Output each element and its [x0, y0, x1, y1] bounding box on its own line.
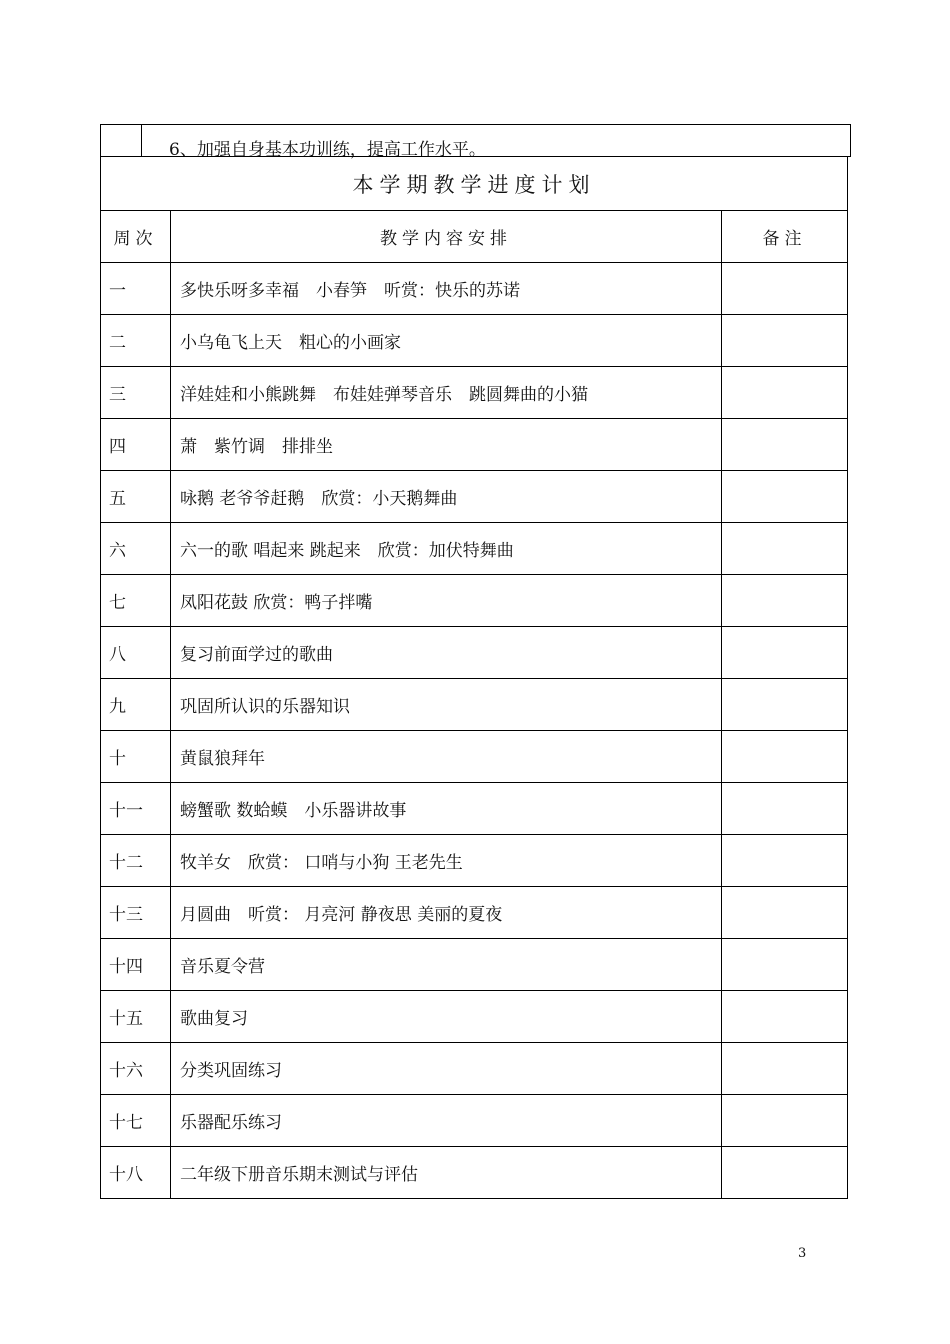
note-cell — [722, 419, 848, 471]
week-cell: 五 — [101, 471, 171, 523]
table-row — [101, 471, 848, 523]
content-cell: 歌曲复习 — [171, 991, 722, 1043]
table-row — [101, 263, 848, 315]
content-cell: 六一的歌 唱起来 跳起来 欣赏：加伏特舞曲 — [171, 523, 722, 575]
content-cell: 乐器配乐练习 — [171, 1095, 722, 1147]
week-cell: 八 — [101, 627, 171, 679]
week-cell: 十七 — [101, 1095, 171, 1147]
row-label-cell — [101, 125, 142, 156]
table-row — [101, 367, 848, 419]
content-cell: 月圆曲 听赏： 月亮河 静夜思 美丽的夏夜 — [171, 887, 722, 939]
note-cell — [722, 627, 848, 679]
note-cell — [722, 783, 848, 835]
note-cell — [722, 835, 848, 887]
table-row — [101, 679, 848, 731]
content-cell: 凤阳花鼓 欣赏：鸭子拌嘴 — [171, 575, 722, 627]
note-cell — [722, 263, 848, 315]
week-cell: 十四 — [101, 939, 171, 991]
week-cell: 十六 — [101, 1043, 171, 1095]
header-row — [101, 211, 848, 263]
note-cell — [722, 575, 848, 627]
note-cell — [722, 367, 848, 419]
table-row — [101, 1147, 848, 1199]
note-cell — [722, 1043, 848, 1095]
note-cell — [722, 315, 848, 367]
week-cell: 十五 — [101, 991, 171, 1043]
content-cell: 多快乐呀多幸福 小春笋 听赏：快乐的苏诺 — [171, 263, 722, 315]
content-cell: 咏鹅 老爷爷赶鹅 欣赏：小天鹅舞曲 — [171, 471, 722, 523]
note-cell — [722, 991, 848, 1043]
table-row — [101, 783, 848, 835]
note-cell — [722, 887, 848, 939]
content-cell: 分类巩固练习 — [171, 1043, 722, 1095]
table-row — [101, 835, 848, 887]
content-cell: 二年级下册音乐期末测试与评估 — [171, 1147, 722, 1199]
schedule-table — [100, 156, 848, 1199]
header-content: 教学内容安排 — [171, 211, 722, 263]
schedule-title-row — [101, 157, 848, 211]
note-cell — [722, 1095, 848, 1147]
week-cell: 十八 — [101, 1147, 171, 1199]
table-row — [101, 1095, 848, 1147]
schedule-title: 本学期教学进度计划 — [101, 157, 848, 211]
table-row — [101, 523, 848, 575]
table-row — [101, 939, 848, 991]
note-cell — [722, 1147, 848, 1199]
content-cell: 牧羊女 欣赏： 口哨与小狗 王老先生 — [171, 835, 722, 887]
note-cell — [722, 731, 848, 783]
week-cell: 十三 — [101, 887, 171, 939]
header-week: 周次 — [101, 211, 171, 263]
header-note: 备注 — [722, 211, 848, 263]
week-cell: 一 — [101, 263, 171, 315]
week-cell: 三 — [101, 367, 171, 419]
table-row — [101, 1043, 848, 1095]
week-cell: 二 — [101, 315, 171, 367]
content-cell: 洋娃娃和小熊跳舞 布娃娃弹琴音乐 跳圆舞曲的小猫 — [171, 367, 722, 419]
week-cell: 十 — [101, 731, 171, 783]
table-row — [101, 887, 848, 939]
week-cell: 四 — [101, 419, 171, 471]
note-cell — [722, 523, 848, 575]
note-cell — [722, 939, 848, 991]
content-cell: 巩固所认识的乐器知识 — [171, 679, 722, 731]
week-cell: 九 — [101, 679, 171, 731]
content-cell: 小乌龟飞上天 粗心的小画家 — [171, 315, 722, 367]
content-cell: 音乐夏令营 — [171, 939, 722, 991]
table-row — [101, 315, 848, 367]
note-cell — [722, 471, 848, 523]
table-row — [101, 419, 848, 471]
table-row — [101, 627, 848, 679]
content-cell: 黄鼠狼拜年 — [171, 731, 722, 783]
week-cell: 六 — [101, 523, 171, 575]
goal-item-6: 6、加强自身基本功训练，提高工作水平。 — [169, 140, 486, 160]
content-cell: 螃蟹歌 数蛤蟆 小乐器讲故事 — [171, 783, 722, 835]
content-cell: 复习前面学过的歌曲 — [171, 627, 722, 679]
table-row — [101, 731, 848, 783]
week-cell: 十二 — [101, 835, 171, 887]
week-cell: 十一 — [101, 783, 171, 835]
week-cell: 七 — [101, 575, 171, 627]
note-cell — [722, 679, 848, 731]
previous-section-row — [100, 124, 851, 160]
page-number: 3 — [798, 1246, 807, 1261]
content-cell: 萧 紫竹调 排排坐 — [171, 419, 722, 471]
table-row — [101, 575, 848, 627]
table-row — [101, 991, 848, 1043]
